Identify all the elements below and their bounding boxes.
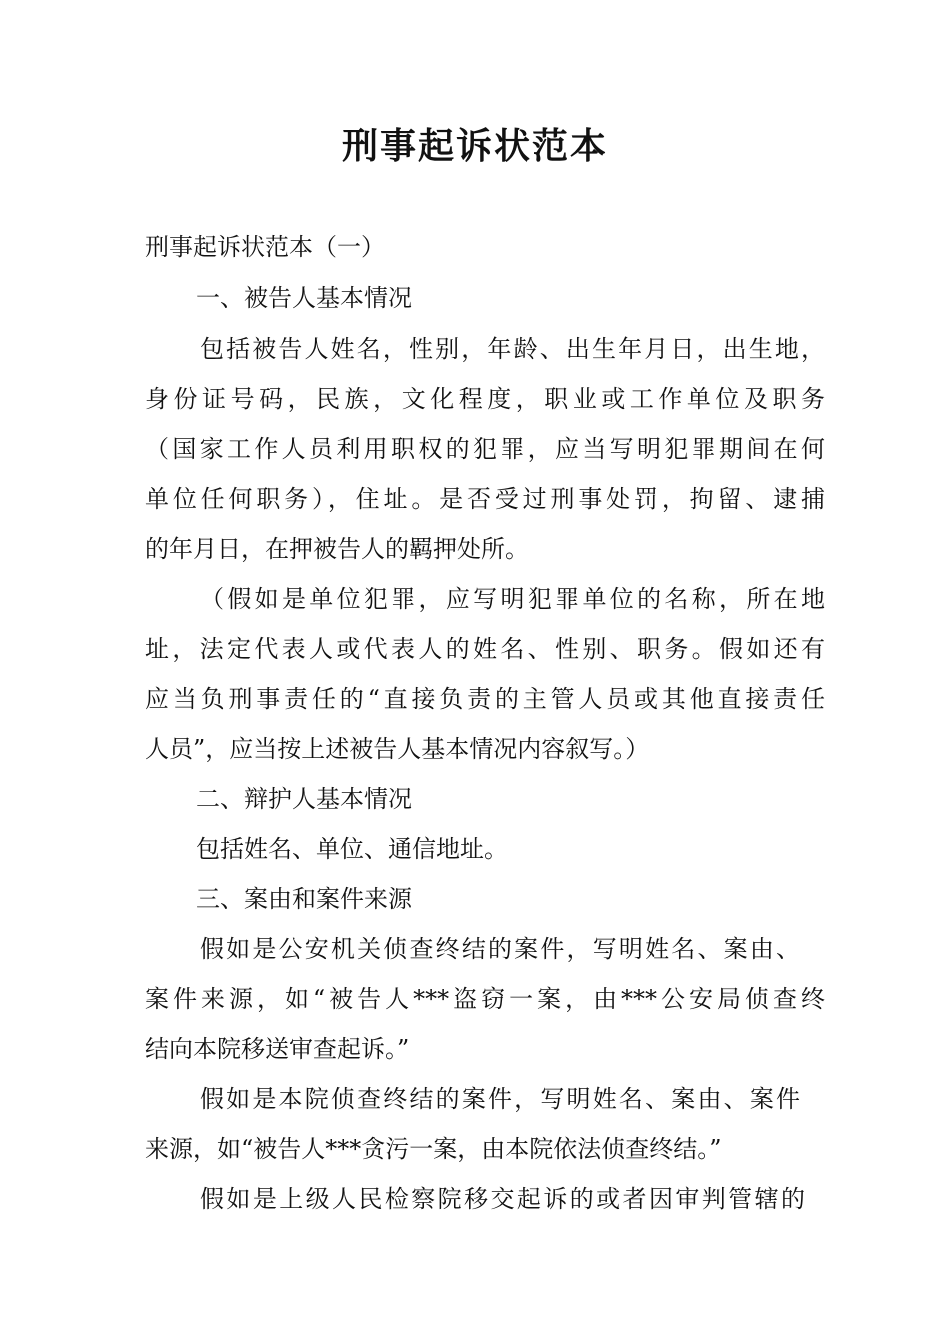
paragraph-line: 包括姓名、单位、通信地址。: [196, 835, 508, 863]
paragraph-line: 案件来源，如“被告人***盗窃一案，由***公安局侦查终: [145, 985, 825, 1013]
paragraph-line: 址，法定代表人或代表人的姓名、性别、职务。假如还有: [145, 635, 825, 663]
paragraph-line: 假如是上级人民检察院移交起诉的或者因审判管辖的: [200, 1185, 805, 1213]
document-subtitle: 刑事起诉状范本（一）: [145, 233, 385, 261]
paragraph-line: （假如是单位犯罪，应写明犯罪单位的名称，所在地: [200, 585, 825, 613]
paragraph-line: （国家工作人员利用职权的犯罪，应当写明犯罪期间在何: [145, 435, 825, 463]
paragraph-line: 的年月日，在押被告人的羁押处所。: [145, 535, 529, 563]
paragraph-line: 身份证号码，民族，文化程度，职业或工作单位及职务: [145, 385, 825, 413]
paragraph-line: 人员”，应当按上述被告人基本情况内容叙写。）: [145, 735, 650, 763]
paragraph-line: 包括被告人姓名，性别，年龄、出生年月日，出生地，: [200, 335, 825, 363]
paragraph-line: 结向本院移送审查起诉。”: [145, 1035, 410, 1063]
section2-heading: 二、辩护人基本情况: [196, 785, 412, 813]
paragraph-line: 假如是公安机关侦查终结的案件，写明姓名、案由、: [200, 935, 800, 963]
section3-heading: 三、案由和案件来源: [196, 885, 412, 913]
paragraph-line: 假如是本院侦查终结的案件，写明姓名、案由、案件: [200, 1085, 800, 1113]
paragraph-line: 应当负刑事责任的“直接负责的主管人员或其他直接责任: [145, 685, 825, 713]
paragraph-line: 来源，如“被告人***贪污一案，由本院依法侦查终结。”: [145, 1135, 722, 1163]
document-title: 刑事起诉状范本: [341, 126, 608, 167]
section1-heading: 一、被告人基本情况: [196, 284, 412, 312]
paragraph-line: 单位任何职务），住址。是否受过刑事处罚，拘留、逮捕: [145, 485, 825, 513]
